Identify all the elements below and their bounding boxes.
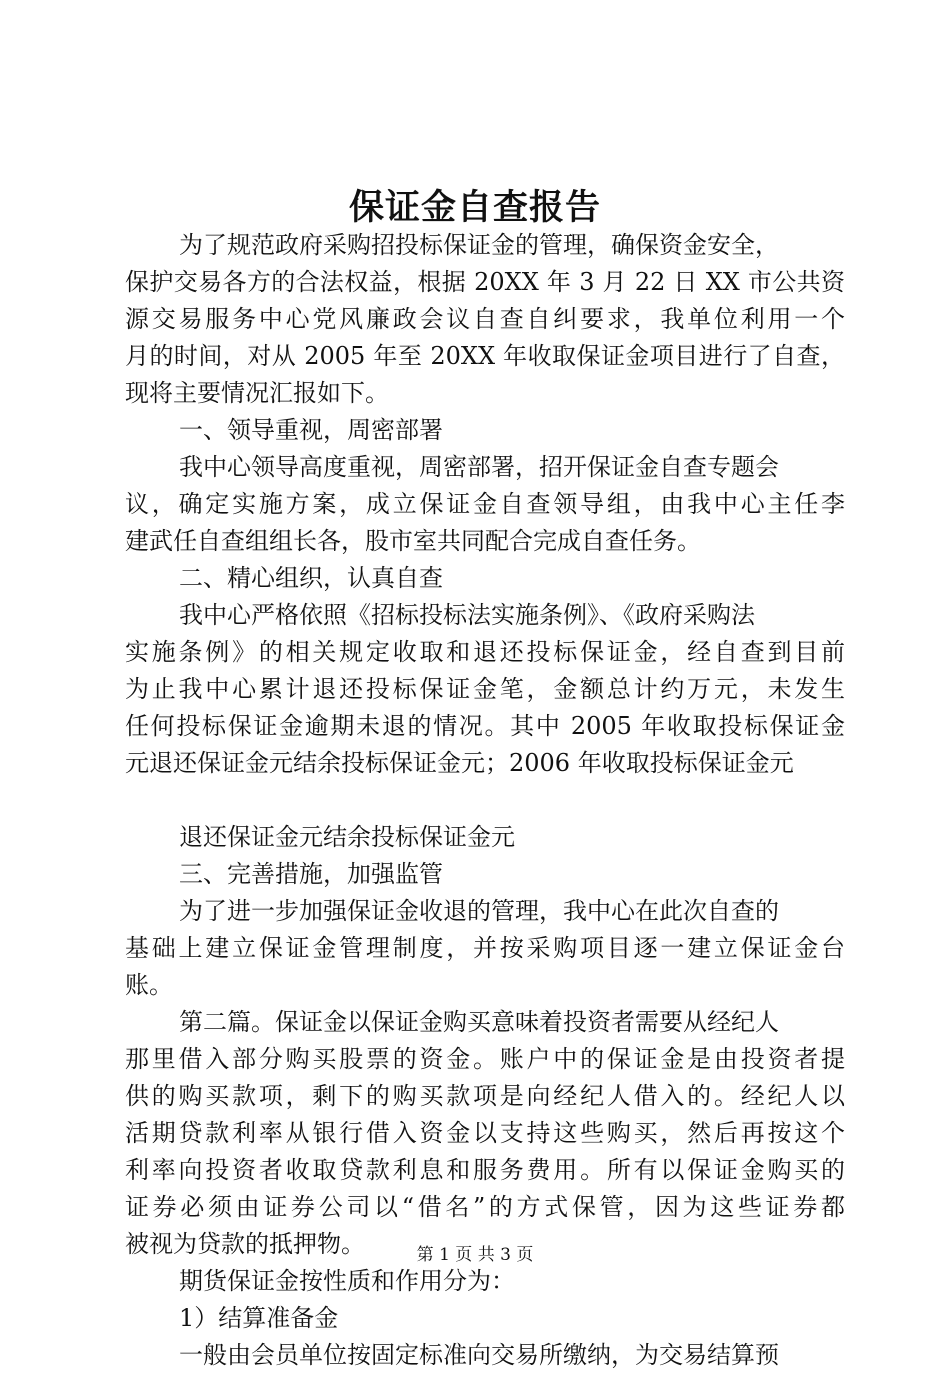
list-heading: 1）结算准备金 <box>179 1304 339 1332</box>
document-body <box>125 227 845 1374</box>
section-heading: 三、完善措施，加强监管 <box>179 860 443 888</box>
paragraph-line: 退还保证金元结余投标保证金元 <box>179 823 515 851</box>
paragraph-line: 任何投标保证金逾期未退的情况。其中 2005 年收取投标保证金 <box>125 712 845 740</box>
paragraph-line: 活期贷款利率从银行借入资金以支持这些购买，然后再按这个 <box>125 1119 845 1147</box>
paragraph-line: 为了规范政府采购招投标保证金的管理，确保资金安全， <box>179 231 779 259</box>
paragraph-line: 被视为贷款的抵押物。 <box>125 1230 365 1258</box>
document-title: 保证金自查报告 <box>348 187 601 228</box>
paragraph-line: 实施条例》的相关规定收取和退还投标保证金，经自查到目前 <box>125 638 845 666</box>
paragraph-line: 建武任自查组组长各，股市室共同配合完成自查任务。 <box>125 527 701 555</box>
paragraph-line: 期货保证金按性质和作用分为： <box>179 1267 515 1295</box>
paragraph-line: 现将主要情况汇报如下。 <box>125 379 389 407</box>
paragraph-line: 元退还保证金元结余投标保证金元；2006 年收取投标保证金元 <box>125 749 794 777</box>
paragraph-line: 那里借入部分购买股票的资金。账户中的保证金是由投资者提 <box>125 1045 845 1073</box>
blank-line <box>125 782 845 819</box>
section-heading: 一、领导重视，周密部署 <box>179 416 443 444</box>
paragraph-line: 利率向投资者收取贷款利息和服务费用。所有以保证金购买的 <box>125 1156 845 1184</box>
paragraph-line: 我中心严格依照《招标投标法实施条例》、《政府采购法 <box>179 601 755 629</box>
paragraph-line: 议，确定实施方案，成立保证金自查领导组，由我中心主任李 <box>125 490 845 518</box>
paragraph-line: 源交易服务中心党风廉政会议自查自纠要求，我单位利用一个 <box>125 305 845 333</box>
paragraph-line: 为了进一步加强保证金收退的管理，我中心在此次自查的 <box>179 897 779 925</box>
paragraph-line: 为止我中心累计退还投标保证金笔，金额总计约万元，未发生 <box>125 675 845 703</box>
paragraph-line: 账。 <box>125 971 173 999</box>
paragraph-line: 我中心领导高度重视，周密部署，招开保证金自查专题会 <box>179 453 779 481</box>
paragraph-line: 证券必须由证券公司以“借名”的方式保管，因为这些证券都 <box>125 1193 845 1221</box>
paragraph-line: 供的购买款项，剩下的购买款项是向经纪人借入的。经纪人以 <box>125 1082 845 1110</box>
paragraph-line: 保护交易各方的合法权益，根据 20XX 年 3 月 22 日 XX 市公共资 <box>125 268 845 296</box>
paragraph-line: 基础上建立保证金管理制度，并按采购项目逐一建立保证金台 <box>125 934 845 962</box>
paragraph-line: 第二篇。保证金以保证金购买意味着投资者需要从经纪人 <box>179 1008 779 1036</box>
paragraph-line: 一般由会员单位按固定标准向交易所缴纳，为交易结算预 <box>179 1341 779 1369</box>
page-footer: 第 1 页 共 3 页 <box>416 1245 534 1265</box>
section-heading: 二、精心组织，认真自查 <box>179 564 443 592</box>
paragraph-line: 月的时间，对从 2005 年至 20XX 年收取保证金项目进行了自查， <box>125 342 845 370</box>
